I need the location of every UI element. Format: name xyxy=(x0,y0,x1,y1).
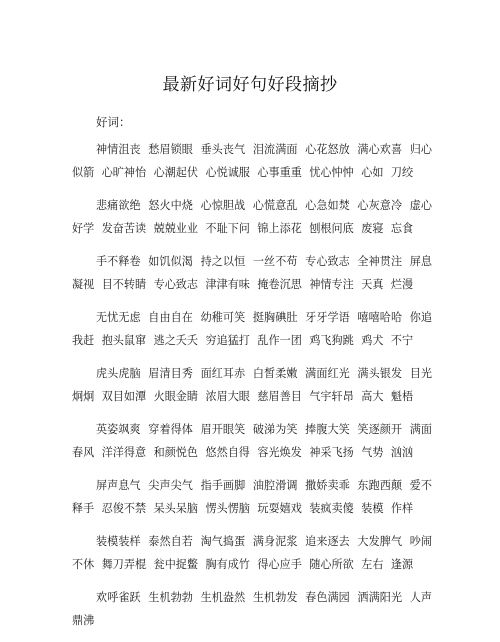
phrase-paragraph: 悲痛欲绝 怒火中烧 心惊胆战 心慌意乱 心急如焚 心灰意冷 虚心好学 发奋苦读 兢兢业业 不耻下问 锦上添花 刨根问底 废寝 忘食 xyxy=(72,199,432,235)
phrase-paragraph: 装模装样 泰然自若 淘气捣蛋 满身泥浆 追来逐去 大发脾气 吵闹不休 舞刀弄棍 瓮中捉鳖 胸有成竹 得心应手 随心所欲 左右 逢源 xyxy=(72,535,432,571)
phrase-paragraph: 英姿飒爽 穿着得体 眉开眼笑 破涕为笑 捧腹大笑 笑逐颜开 满面春风 洋洋得意 和颜悦色 悠然自得 容光焕发 神采飞扬 气势 汹汹 xyxy=(72,423,432,459)
document-title: 最新好词好句好段摘抄 xyxy=(162,75,338,95)
phrase-paragraph: 虎头虎脑 眉清目秀 面红耳赤 白皙柔嫩 满面红光 满头银发 目光炯炯 双目如潭 火眼金睛 浓眉大眼 慈眉善目 气宇轩昂 高大 魁梧 xyxy=(72,367,432,403)
phrase-paragraph: 手不释卷 如饥似渴 持之以恒 一丝不苟 专心致志 全神贯注 屏息凝视 目不转睛 专心致志 津津有味 掩卷沉思 神情专注 天真 烂漫 xyxy=(72,255,432,291)
phrase-paragraphs xyxy=(72,138,432,642)
phrase-paragraph: 无忧无虑 自由自在 幼稚可笑 挺胸碘肚 牙牙学语 嘻嘻哈哈 你追我赶 抱头鼠窜 逃之夭夭 穷追猛打 乱作一团 鸡飞狗跳 鸡犬 不宁 xyxy=(72,311,432,347)
section-label: 好词： xyxy=(96,115,131,129)
phrase-paragraph: 欢呼雀跃 生机勃勃 生机盎然 生机勃发 春色满园 洒满阳光 人声鼎沸 xyxy=(72,591,432,627)
phrase-paragraph: 神情沮丧 愁眉锁眼 垂头丧气 泪流满面 心花怒放 满心欢喜 归心似箭 心旷神怡 心潮起伏 心悦诚服 心事重重 忧心忡忡 心如 刀绞 xyxy=(72,143,432,179)
phrase-paragraph: 屏声息气 尖声尖气 指手画脚 油腔滑调 撒娇卖乖 东跑西颠 爱不释手 忍俊不禁 呆头呆脑 愣头愣脑 玩耍嬉戏 装疯卖傻 装模 作样 xyxy=(72,479,432,515)
